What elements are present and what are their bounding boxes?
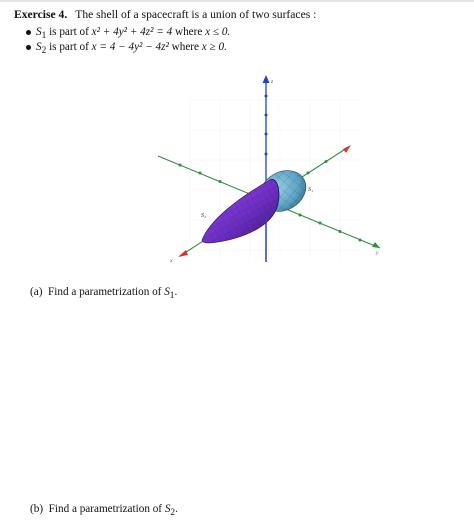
surface-name: S xyxy=(36,41,42,53)
surface-s2-label: S₂ xyxy=(201,213,207,219)
x-axis-arrow-icon xyxy=(178,250,188,257)
surface-condition: x ≤ 0. xyxy=(205,26,231,38)
part-target-subscript: 1 xyxy=(169,291,175,302)
part-text: Find a parametrization of xyxy=(48,286,165,298)
surface-equation: x² + 4y² + 4z² = 4 xyxy=(91,26,173,38)
surface-equation: x = 4 − 4y² − 4z² xyxy=(91,41,169,53)
y-axis-label: y xyxy=(376,250,379,256)
z-axis-label: z xyxy=(271,79,274,85)
surface-name: S xyxy=(36,26,42,38)
part-target: S xyxy=(164,286,170,298)
x-axis-label: x xyxy=(170,258,173,264)
surface-definition-s1 xyxy=(36,25,230,40)
exercise-heading xyxy=(14,8,316,21)
spacecraft-shell-figure xyxy=(150,70,390,270)
page-top-rule xyxy=(0,0,474,2)
part-target: S xyxy=(164,503,171,515)
definition-text: is part of xyxy=(46,26,92,38)
bullet-icon xyxy=(26,45,31,50)
surface-s1-label: S₁ xyxy=(308,187,314,193)
part-end: . xyxy=(175,503,178,515)
z-axis xyxy=(263,75,275,262)
z-axis-arrow-icon xyxy=(263,75,270,83)
exercise-statement: The shell of a spacecraft is a union of two surfaces : xyxy=(75,8,317,21)
surface-definition-s2 xyxy=(36,40,230,55)
exercise-label: Exercise 4. xyxy=(14,8,68,21)
part-text: Find a parametrization of xyxy=(48,503,165,515)
x-axis-far-arrow-icon xyxy=(343,145,351,153)
part-b xyxy=(30,503,178,518)
surface-subscript: 1 xyxy=(41,31,47,42)
definition-text: is part of xyxy=(46,41,92,53)
part-label: (b) xyxy=(30,503,44,515)
definition-where: where xyxy=(172,26,206,38)
surface-definitions xyxy=(36,25,230,55)
surface-s1 xyxy=(190,170,290,250)
surface-subscript: 2 xyxy=(41,46,47,57)
bullet-icon xyxy=(26,30,31,35)
part-label: (a) xyxy=(30,286,43,298)
surface-condition: x ≥ 0. xyxy=(201,41,227,53)
part-end: . xyxy=(174,286,178,298)
definition-where: where xyxy=(168,41,202,53)
part-target-subscript: 2 xyxy=(170,508,176,519)
part-a xyxy=(30,286,177,301)
